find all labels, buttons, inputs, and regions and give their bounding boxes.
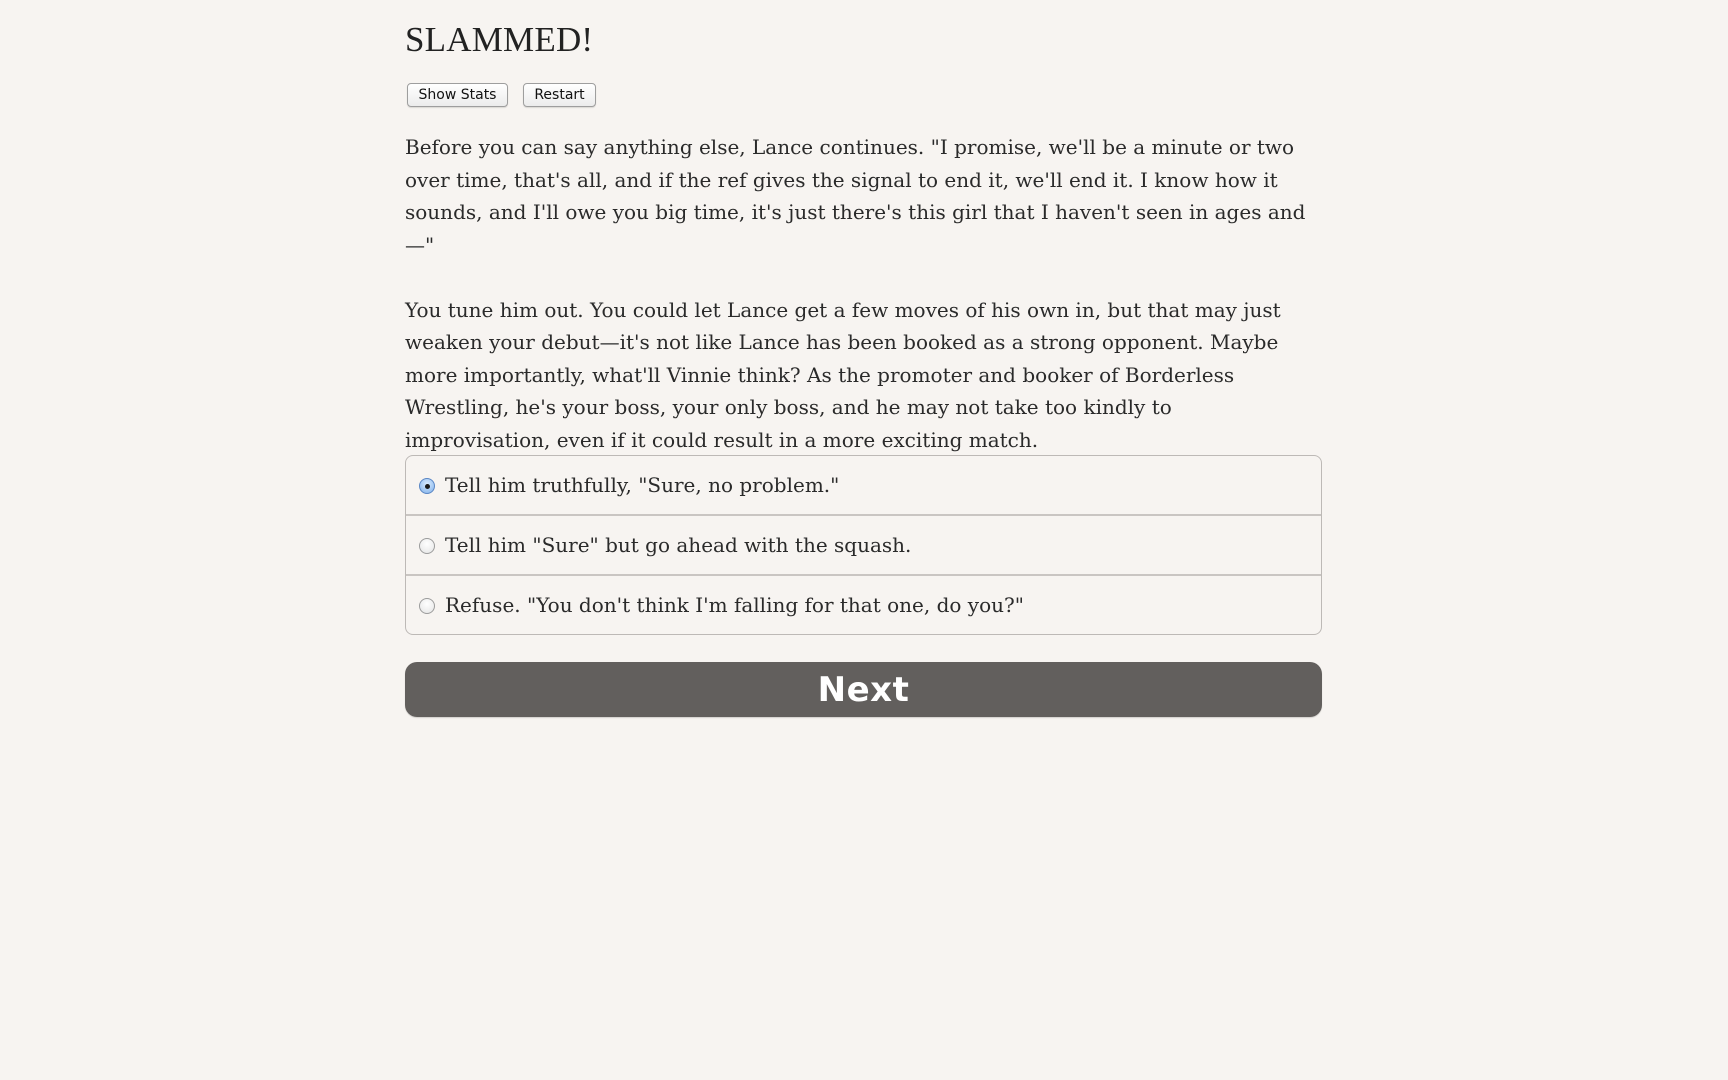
choice-label: Tell him "Sure" but go ahead with the squash. (445, 533, 912, 557)
show-stats-button[interactable]: Show Stats (407, 83, 508, 107)
toolbar (407, 83, 596, 107)
story-paragraph: Before you can say anything else, Lance continues. "I promise, we'll be a minute or two over time, that's all, and if the ref gives the signal to end it, we'll end it. I know how it sounds, and I'll owe you big time, it's just there's this girl that I haven't seen in ages and—" (405, 135, 1306, 257)
radio-unselected-icon[interactable] (419, 538, 435, 554)
restart-button[interactable]: Restart (523, 83, 596, 107)
story-paragraph: You tune him out. You could let Lance get a few moves of his own in, but that may just weaken your debut—it's not like Lance has been booked as a strong opponent. Maybe more importantly, what'll Vinnie think? As the promoter and booker of Borderless Wrestling, he's your boss, your only boss, and he may not take too kindly to improvisation, even if it could result in a more exciting match. (405, 297, 1281, 452)
next-button[interactable]: Next (405, 662, 1322, 717)
story-text (405, 131, 1322, 489)
game-title: SLAMMED! (405, 20, 594, 59)
choice-list (405, 455, 1322, 635)
choice-label: Tell him truthfully, "Sure, no problem." (445, 473, 840, 497)
choice-option-3[interactable] (406, 574, 1321, 634)
choice-option-1[interactable] (406, 456, 1321, 514)
choice-label: Refuse. "You don't think I'm falling for that one, do you?" (445, 593, 1024, 617)
choice-option-2[interactable] (406, 514, 1321, 574)
radio-unselected-icon[interactable] (419, 598, 435, 614)
radio-selected-icon[interactable] (419, 478, 435, 494)
